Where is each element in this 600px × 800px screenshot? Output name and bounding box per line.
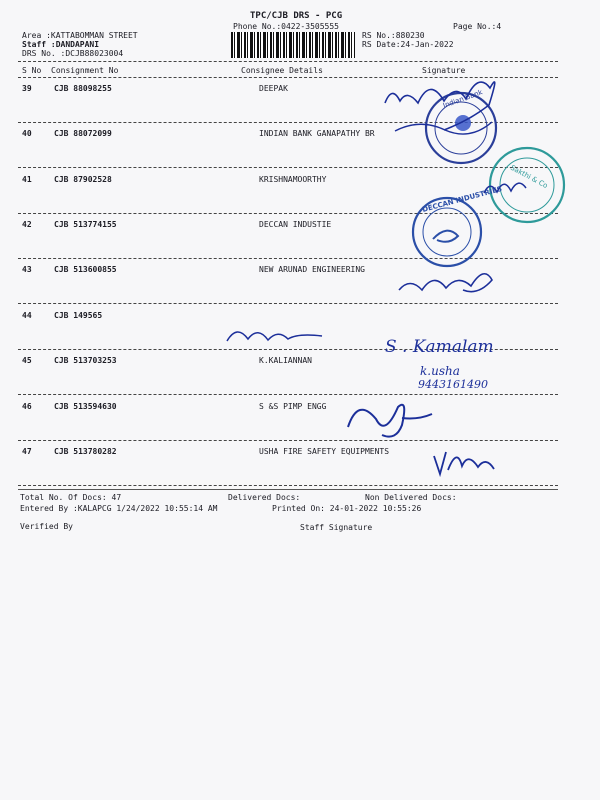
staff-signature-label: Staff Signature [300,523,373,532]
col-signature: Signature [422,66,466,75]
row-consignment: CJB 513774155 [54,220,117,229]
total-docs: Total No. Of Docs: 47 [20,493,122,502]
row-consignment: CJB 149565 [54,311,103,320]
entered-by: Entered By :KALAPCG 1/24/2022 10:55:14 AM [20,504,218,513]
row-consignee: USHA FIRE SAFETY EQUIPMENTS [259,447,390,456]
row-consignment: CJB 513600855 [54,265,117,274]
row-consignment: CJB 513594630 [54,402,117,411]
row-consignee: DECCAN INDUSTIE [259,220,332,229]
rs-number: RS No.:880230 [362,31,425,40]
col-consignment: Consignment No [51,66,119,75]
signature-row-44 [227,332,322,341]
col-sno: S No [22,66,42,75]
rs-date: RS Date:24-Jan-2022 [362,40,454,49]
row-consignment: CJB 88098255 [54,84,112,93]
row-sno: 45 [22,356,32,365]
row-consignment: CJB 87902528 [54,175,112,184]
verified-by: Verified By [20,522,73,531]
row-sno: 41 [22,175,32,184]
row-sno: 43 [22,265,32,274]
handwritten-name: S . Kamalam [385,337,494,357]
handwritten-phone: 9443161490 [418,378,488,391]
signature-ss-pimp [348,405,432,437]
handwritten-name-2: k.usha [420,364,460,378]
row-consignee: INDIAN BANK GANAPATHY BR [259,129,375,138]
indian-bank-stamp [426,88,496,163]
deccan-stamp-text: DECCAN INDUSTRIES [421,184,503,214]
non-delivered-docs: Non Delivered Docs: [365,493,457,502]
staff: Staff :DANDAPANI [22,40,100,49]
row-sno: 39 [22,84,32,93]
row-sno: 44 [22,311,32,320]
area: Area :KATTABOMMAN STREET [22,31,138,40]
col-consignee: Consignee Details [241,66,323,75]
row-consignee: DEEPAK [259,84,288,93]
deccan-stamp [413,185,503,266]
sakthi-stamp-text: Sakthi & Co [509,163,550,191]
delivered-docs: Delivered Docs: [228,493,301,502]
row-consignment: CJB 513703253 [54,356,117,365]
drs-number: DRS No. :DCJB88023004 [22,49,124,58]
row-sno: 40 [22,129,32,138]
row-consignee: KRISHNAMOORTHY [259,175,327,184]
signature-usha [434,452,494,474]
signature-indian-bank [395,122,492,134]
phone-number: Phone No.:0422-3505555 [233,22,339,31]
row-sno: 47 [22,447,32,456]
signature-new-arunad [399,274,492,292]
row-sno: 42 [22,220,32,229]
printed-on: Printed On: 24-01-2022 10:55:26 [272,504,422,513]
row-consignee: S &S PIMP ENGG [259,402,327,411]
document-title: TPC/CJB DRS - PCG [250,11,343,21]
row-consignee: K.KALIANNAN [259,356,312,365]
page-number: Page No.:4 [453,22,502,31]
row-consignment: CJB 513780282 [54,447,117,456]
row-consignment: CJB 88072099 [54,129,112,138]
row-sno: 46 [22,402,32,411]
row-consignee: NEW ARUNAD ENGINEERING [259,265,365,274]
indian-bank-stamp-text: Indian Bank [441,88,484,110]
